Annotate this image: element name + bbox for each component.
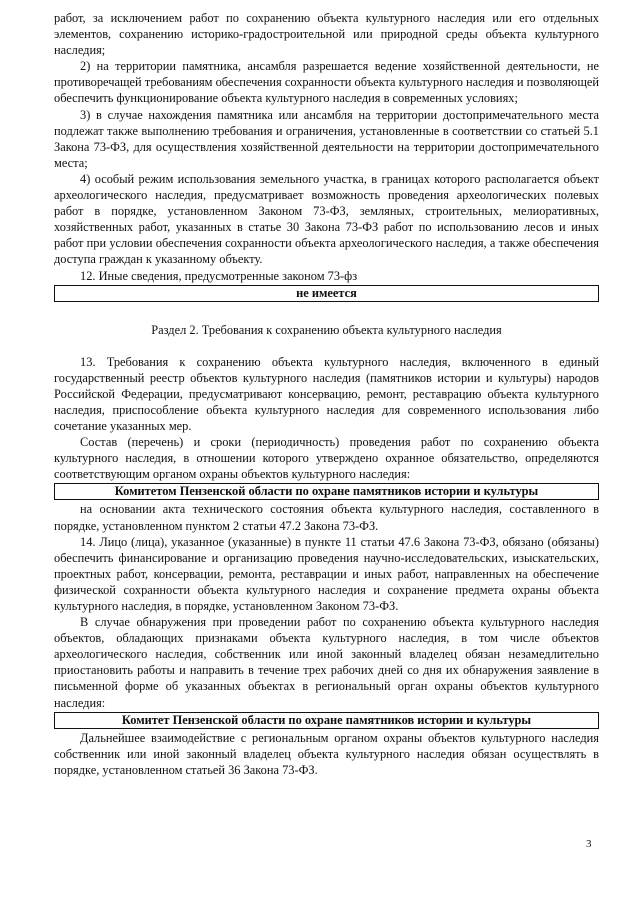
paragraph-basis: на основании акта технического состояния объекта культурного наследия, составленного в порядке, установленном пунктом 2 статьи 47.2 Закона 73-ФЗ. (54, 502, 599, 533)
boxed-value-none: не имеется (54, 285, 599, 302)
paragraph-interaction: Дальнейшее взаимодействие с региональным органом охраны объектов культурного наследия собственник или иной законный владелец объекта культурного наследия обязан осуществлять в порядке, установленном статьей 36 Закона 73-ФЗ. (54, 730, 599, 777)
paragraph-section-13: 13. Требования к сохранению объекта культурного наследия, включенного в единый государственный реестр объектов культурного наследия (памятников истории и культуры) народов Российской Федерации, предусматривают консервацию, ремонт, реставрацию объекта культурного наследия, приспособление объекта культурного наследия для современного использования либо сочетание указанных мер. (54, 354, 599, 434)
paragraph-section-14: 14. Лицо (лица), указанное (указанные) в пункте 11 статьи 47.6 Закона 73-ФЗ, обязано (обязаны) обеспечить финансирование и организацию проведения научно-исследовательских, изыскательских, проектных работ, консервации, ремонта, реставрации и иных работ, направленных на обеспечение физической сохранности объекта культурного наследия и сохранение предмета охраны объекта культурного наследия, в порядке, установленном Законом 73-ФЗ. (54, 534, 599, 613)
paragraph-item-4: 4) особый режим использования земельного участка, в границах которого располагается объект археологического наследия, предусматривает возможность проведения археологических полевых работ в порядке, установленном Законом 73-ФЗ, земляных, строительных, мелиоративных, хозяйственных работ, указанных в статье 30 Закона 73-ФЗ работ по использованию лесов и иных работ при условии обеспечения сохранности объекта археологического наследия, а также обеспечения доступа граждан к указанному объекту. (54, 171, 599, 267)
paragraph-composition: Состав (перечень) и сроки (периодичность) проведения работ по сохранению объекта культурного наследия, в отношении которого утверждено охранное обязательство, определяются соответствующим органом охраны объектов культурного наследия: (54, 435, 599, 482)
paragraph-section-12: 12. Иные сведения, предусмотренные законом 73-фз (80, 268, 358, 283)
document-page (54, 10, 599, 778)
boxed-committee-2: Комитет Пензенской области по охране памятников истории и культуры (54, 712, 599, 729)
paragraph-discovery: В случае обнаружения при проведении работ по сохранению объекта культурного наследия объектов, обладающих признаками объекта культурного наследия, в том числе объектов археологического наследия, собственник или иной законный владелец обязан незамедлительно приостановить работы и направить в течение трех рабочих дней со дня их обнаружения заявление в письменной форме об указанных объектах в региональный орган охраны объектов культурного наследия: (54, 615, 599, 710)
paragraph-item-2: 2) на территории памятника, ансамбля разрешается ведение хозяйственной деятельности, не противоречащей требованиям обеспечения сохранности объекта культурного наследия и позволяющей обеспечить функционирование объекта культурного наследия в современных условиях; (54, 59, 599, 106)
page-number: 3 (586, 838, 592, 850)
section-2-title: Раздел 2. Требования к сохранению объекта культурного наследия (151, 322, 502, 337)
paragraph-works: работ, за исключением работ по сохранению объекта культурного наследия или его отдельных элементов, сохранению историко-градостроительной или природной среды объекта культурного наследия; (54, 11, 599, 58)
boxed-committee-1: Комитетом Пензенской области по охране памятников истории и культуры (54, 483, 599, 500)
paragraph-item-3: 3) в случае нахождения памятника или ансамбля на территории достопримечательного места подлежат также выполнению требования и ограничения, установленные в соответствии со статьей 5.1 Закона 73-ФЗ, для осуществления хозяйственной деятельности на территории достопримечательного места; (54, 107, 599, 170)
